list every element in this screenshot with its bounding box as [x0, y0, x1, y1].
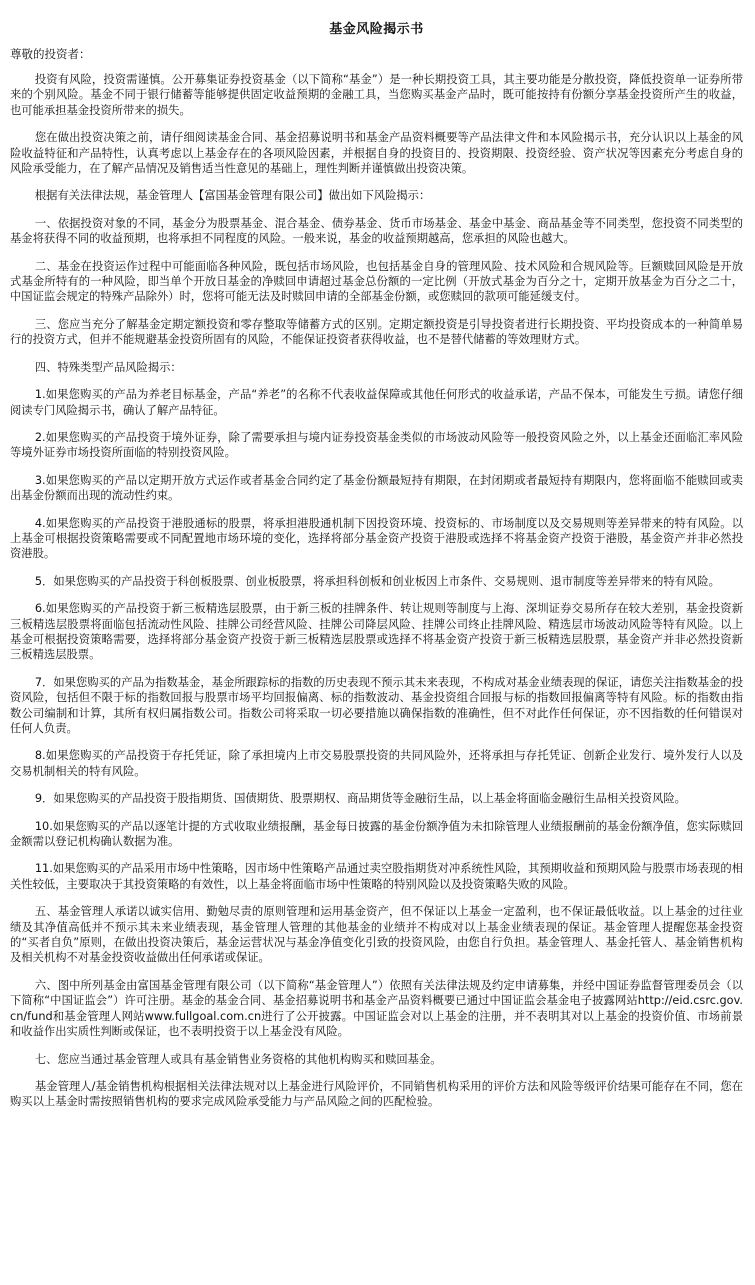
paragraph-section-4-heading: 四、特殊类型产品风险揭示： — [34, 360, 182, 374]
paragraph-item-1: 1.如果您购买的产品为养老目标基金，产品“养老”的名称不代表收益保障或其他任何形式的收益承诺，产品不保本，可能发生亏损。请您仔细阅读专门风险揭示书，确认了解产品特征。 — [10, 388, 743, 417]
paragraph-section-1: 一、依据投资对象的不同，基金分为股票基金、混合基金、债券基金、货币市场基金、基金中基金、商品基金等不同类型，您投资不同类型的基金将获得不同的收益预期，也将承担不同程度的风险。一般来说，基金的收益预期越高，您承担的风险也越大。 — [10, 216, 743, 246]
paragraph-section-7: 七、您应当通过基金管理人或具有基金销售业务资格的其他机构购买和赎回基金。 — [34, 1052, 442, 1066]
paragraph-item-5: 5．如果您购买的产品投资于科创板股票、创业板股票，将承担科创板和创业板因上市条件、交易规则、退市制度等差异带来的特有风险。 — [34, 574, 720, 588]
greeting: 尊敬的投资者： — [10, 47, 91, 61]
paragraph-section-2: 二、基金在投资运作过程中可能面临各种风险，既包括市场风险，也包括基金自身的管理风险、技术风险和合规风险等。巨额赎回风险是开放式基金所特有的一种风险，即当单个开放日基金的净赎回申请超过基金总份额的一定比例（开放式基金为百分之十，定期开放基金为百分之二十，中国证监会规定的特殊产品除外）时，您将可能无法及时赎回申请的全部基金份额，或您赎回的款项可能延缓支付。 — [10, 259, 743, 304]
paragraph-manager-statement: 根据有关法律法规，基金管理人【富国基金管理有限公司】做出如下风险揭示： — [34, 189, 431, 203]
paragraph-section-3: 三、您应当充分了解基金定期定额投资和零存整取等储蓄方式的区别。定期定额投资是引导投资者进行长期投资、平均投资成本的一种简单易行的投资方式，但并不能规避基金投资所固有的风险，不能保证投资者获得收益，也不是替代储蓄的等效理财方式。 — [10, 317, 743, 347]
paragraph-item-9: 9．如果您购买的产品投资于股指期货、国债期货、股票期权、商品期货等金融衍生品，以上基金将面临金融衍生品相关投资风险。 — [34, 792, 686, 806]
paragraph-section-6: 六、图中所列基金由富国基金管理有限公司（以下简称“基金管理人”）依照有关法律法规及约定申请募集，并经中国证券监督管理委员会（以下简称“中国证监会”）许可注册。基金的基金合同、基金招募说明书和基金产品资料概要已通过中国证监会基金电子披露网站http://eid.csrc.gov.cn/fund和基金管理人网站www.fullgoal.com.cn进行了公开披露。中国证监会对以上基金的注册，并不表明其对以上基金的投资价值、市场前景和收益作出实质性判断或保证，也不表明投资于以上基金没有风险。 — [10, 978, 743, 1039]
paragraph-read-documents: 您在做出投资决策之前，请仔细阅读基金合同、基金招募说明书和基金产品资料概要等产品法律文件和本风险揭示书，充分认识以上基金的风险收益特征和产品特性，认真考虑以上基金存在的各项风险因素，并根据自身的投资目的、投资期限、投资经验、资产状况等因素充分考虑自身的风险承受能力，在了解产品情况及销售适当性意见的基础上，理性判断并谨慎做出投资决策。 — [10, 131, 743, 176]
document-title: 基金风险揭示书 — [329, 22, 424, 37]
paragraph-item-4: 4.如果您购买的产品投资于港股通标的股票，将承担港股通机制下因投资环境、投资标的、市场制度以及交易规则等差异带来的特有风险。以上基金可根据投资策略需要或不同配置地市场环境的变化，选择将部分基金资产投资于港股或选择不将基金资产投资于港股，基金资产并非必然投资港股。 — [10, 516, 743, 561]
paragraph-intro: 投资有风险，投资需谨慎。公开募集证券投资基金（以下简称“基金”）是一种长期投资工具，其主要功能是分散投资，降低投资单一证券所带来的个别风险。基金不同于银行储蓄等能够提供固定收益预期的金融工具，当您购买基金产品时，既可能按持有份额分享基金投资所产生的收益，也可能承担基金投资所带来的损失。 — [10, 73, 743, 117]
paragraph-item-3: 3.如果您购买的产品以定期开放方式运作或者基金合同约定了基金份额最短持有期限，在封闭期或者最短持有期限内，您将面临不能赎回或卖出基金份额而出现的流动性约束。 — [10, 473, 743, 503]
paragraph-item-10: 10.如果您购买的产品以逐笔计提的方式收取业绩报酬，基金每日披露的基金份额净值为未扣除管理人业绩报酬前的基金份额净值，您实际赎回金额需以登记机构确认数据为准。 — [10, 819, 743, 849]
paragraph-item-2: 2.如果您购买的产品投资于境外证券，除了需要承担与境内证券投资基金类似的市场波动风险等一般投资风险之外，以上基金还面临汇率风险等境外证券市场投资所面临的特别投资风险。 — [10, 430, 743, 460]
paragraph-item-11: 11.如果您购买的产品采用市场中性策略，因市场中性策略产品通过卖空股指期货对冲系统性风险，其预期收益和预期风险与股票市场表现的相关性较低，主要取决于其投资策略的有效性，以上基金将面临市场中性策略的特别风险以及投资策略失败的风险。 — [10, 862, 743, 891]
paragraph-item-7: 7．如果您购买的产品为指数基金，基金所跟踪标的指数的历史表现不预示其未来表现，不构成对基金业绩表现的保证，请您关注指数基金的投资风险，包括但不限于标的指数回报与股票市场平均回报偏离、标的指数波动、基金投资组合回报与标的指数回报偏离等特有风险。标的指数由指数公司编制和计算，其所有权归属指数公司。指数公司将采取一切必要措施以确保指数的准确性，但不对此作任何保证，亦不因指数的任何错误对任何人负责。 — [10, 675, 743, 735]
paragraph-item-8: 8.如果您购买的产品投资于存托凭证，除了承担境内上市交易股票投资的共同风险外，还将承担与存托凭证、创新企业发行、境外发行人以及交易机制相关的特有风险。 — [10, 749, 743, 778]
paragraph-risk-matching: 基金管理人/基金销售机构根据相关法律法规对以上基金进行风险评价，不同销售机构采用的评价方法和风险等级评价结果可能存在不同，您在购买以上基金时需按照销售机构的要求完成风险承受能力与产品风险之间的匹配检验。 — [10, 1079, 743, 1109]
paragraph-section-5: 五、基金管理人承诺以诚实信用、勤勉尽责的原则管理和运用基金资产，但不保证以上基金一定盈利，也不保证最低收益。以上基金的过往业绩及其净值高低并不预示其未来业绩表现，基金管理人管理的其他基金的业绩并不构成对以上基金业绩表现的保证。基金管理人提醒您基金投资的“买者自负”原则，在做出投资决策后，基金运营状况与基金净值变化引致的投资风险，由您自行负担。基金管理人、基金托管人、基金销售机构及相关机构不对基金投资收益做出任何承诺或保证。 — [10, 905, 743, 965]
paragraph-item-6: 6.如果您购买的产品投资于新三板精选层股票，由于新三板的挂牌条件、转让规则等制度与上海、深圳证券交易所存在较大差别，基金投资新三板精选层股票将面临包括流动性风险、挂牌公司经营风险、挂牌公司降层风险、挂牌公司终止挂牌风险、精选层市场波动风险等特有风险。以上基金可根据投资策略需要，选择将部分基金资产投资于新三板精选层股票或选择不将基金资产投资于新三板精选层股票，基金资产并非必然投资新三板精选层股票。 — [10, 602, 743, 662]
